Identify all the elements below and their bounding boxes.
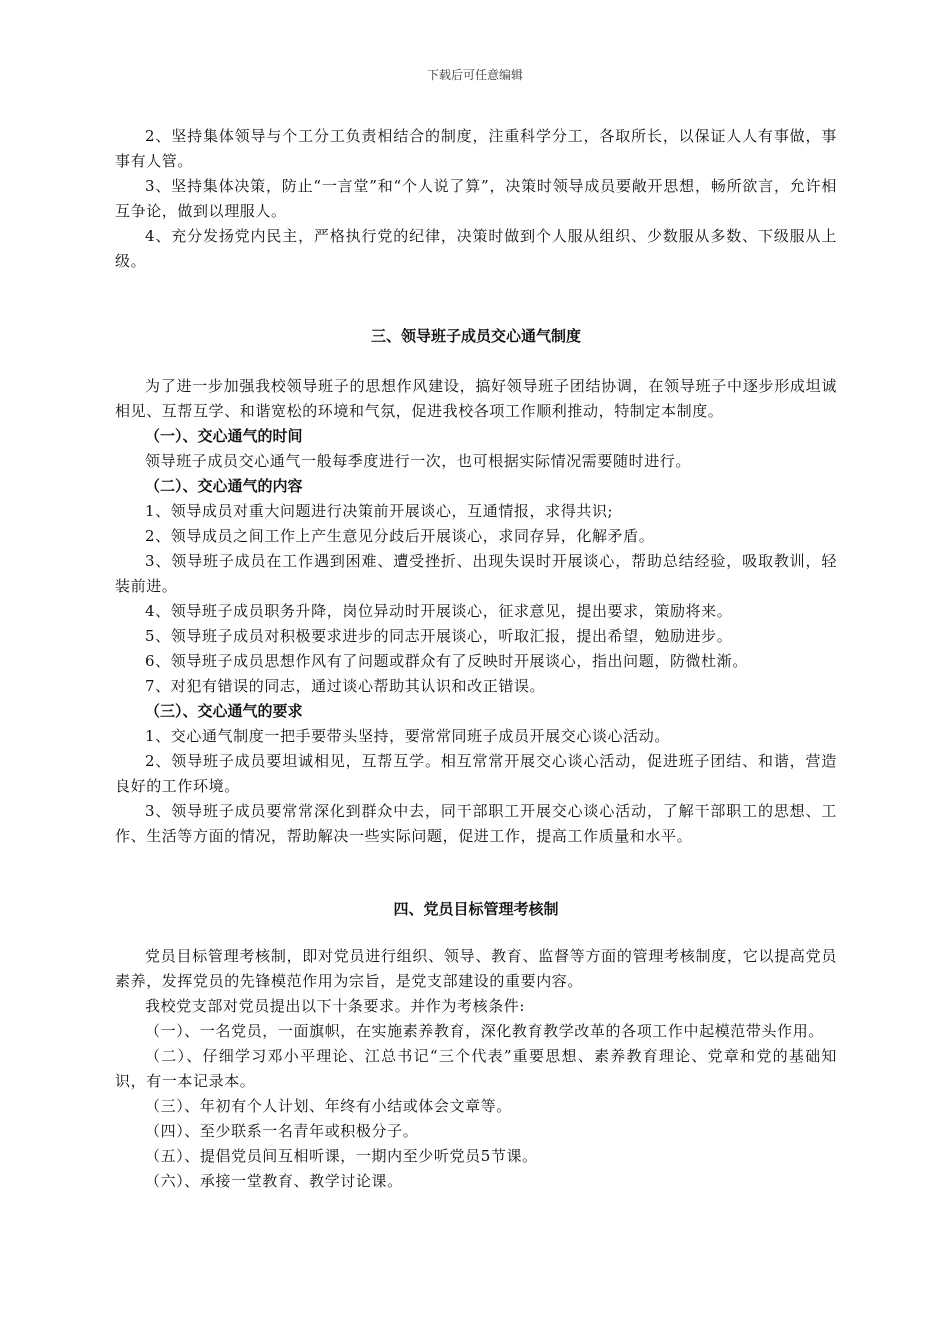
section3-sub2-item: 6、领导班子成员思想作风有了问题或群众有了反映时开展谈心，指出问题，防微杜渐。 — [145, 652, 748, 670]
section4-item: （六）、承接一堂教育、教学讨论课。 — [145, 1172, 403, 1190]
section3-sub3-item: 2、领导班子成员要坦诚相见，互帮互学。相互常常开展交心谈心活动，促进班子团结、和谐，营造良好的工作环境。 — [115, 752, 837, 795]
section3-sub2-item: 4、领导班子成员职务升降，岗位异动时开展谈心，征求意见，提出要求，策励将来。 — [145, 602, 733, 620]
section2-item: 2、坚持集体领导与个工分工负责相结合的制度，注重科学分工，各取所长，以保证人人有事做，事事有人管。 — [115, 127, 837, 170]
section3-body — [115, 374, 837, 849]
section4-body — [115, 944, 837, 1194]
section3-sub1-title: （一）、交心通气的时间 — [145, 427, 303, 445]
section3-sub2-title: （二）、交心通气的内容 — [145, 477, 303, 495]
section2-item: 4、充分发扬党内民主，严格执行党的纪律，决策时做到个人服从组织、少数服从多数、下级服从上级。 — [115, 227, 837, 270]
section3-sub2-item: 1、领导成员对重大问题进行决策前开展谈心，互通情报，求得共识; — [145, 502, 614, 520]
section3-sub3-title: （三）、交心通气的要求 — [145, 702, 303, 720]
section3-intro: 为了进一步加强我校领导班子的思想作风建设，搞好领导班子团结协调，在领导班子中逐步形成坦诚相见、互帮互学、和谐宽松的环境和气氛，促进我校各项工作顺利推动，特制定本制度。 — [115, 377, 837, 420]
section2-item: 3、坚持集体决策，防止“一言堂”和“个人说了算”，决策时领导成员要敞开思想，畅所欲言，允许相互争论，做到以理服人。 — [115, 177, 837, 220]
section4-item: （四）、至少联系一名青年或积极分子。 — [145, 1122, 419, 1140]
section3-sub3-item: 1、交心通气制度一把手要带头坚持，要常常同班子成员开展交心谈心活动。 — [145, 727, 670, 745]
section4-item: （二）、仔细学习邓小平理论、江总书记“三个代表”重要思想、素养教育理论、党章和党的基础知识，有一本记录本。 — [115, 1047, 837, 1090]
header-note: 下载后可任意编辑 — [426, 68, 523, 82]
section2-items — [115, 124, 837, 274]
section4-item: （一）、一名党员，一面旗帜，在实施素养教育，深化教育教学改革的各项工作中起模范带头作用。 — [145, 1022, 824, 1040]
section4-heading-block — [115, 897, 837, 922]
section3-sub3-item: 3、领导班子成员要常常深化到群众中去，同干部职工开展交心谈心活动，了解干部职工的思想、工作、生活等方面的情况，帮助解决一些实际问题，促进工作，提高工作质量和水平。 — [115, 802, 837, 845]
section3-heading-block — [115, 324, 837, 349]
section3-sub1-text: 领导班子成员交心通气一般每季度进行一次，也可根据实际情况需要随时进行。 — [145, 452, 692, 470]
section3-sub2-item: 2、领导成员之间工作上产生意见分歧后开展谈心，求同存异，化解矛盾。 — [145, 527, 655, 545]
section3-sub2-item: 7、对犯有错误的同志，通过谈心帮助其认识和改正错误。 — [145, 677, 546, 695]
section3-sub2-item: 3、领导班子成员在工作遇到困难、遭受挫折、出现失误时开展谈心，帮助总结经验，吸取教训，轻装前进。 — [115, 552, 837, 595]
section4-title: 四、党员目标管理考核制 — [393, 900, 559, 918]
section4-intro: 党员目标管理考核制，即对党员进行组织、领导、教育、监督等方面的管理考核制度，它以提高党员素养，发挥党员的先锋模范作用为宗旨，是党支部建设的重要内容。 — [115, 947, 837, 990]
section4-item: （三）、年初有个人计划、年终有小结或体会文章等。 — [145, 1097, 512, 1115]
section4-lead: 我校党支部对党员提出以下十条要求。并作为考核条件: — [145, 997, 526, 1015]
section3-title: 三、领导班子成员交心通气制度 — [370, 327, 581, 345]
section4-item: （五）、提倡党员间互相听课，一期内至少听党员5节课。 — [145, 1147, 538, 1165]
section3-sub2-item: 5、领导班子成员对积极要求进步的同志开展谈心，听取汇报，提出希望，勉励进步。 — [145, 627, 733, 645]
